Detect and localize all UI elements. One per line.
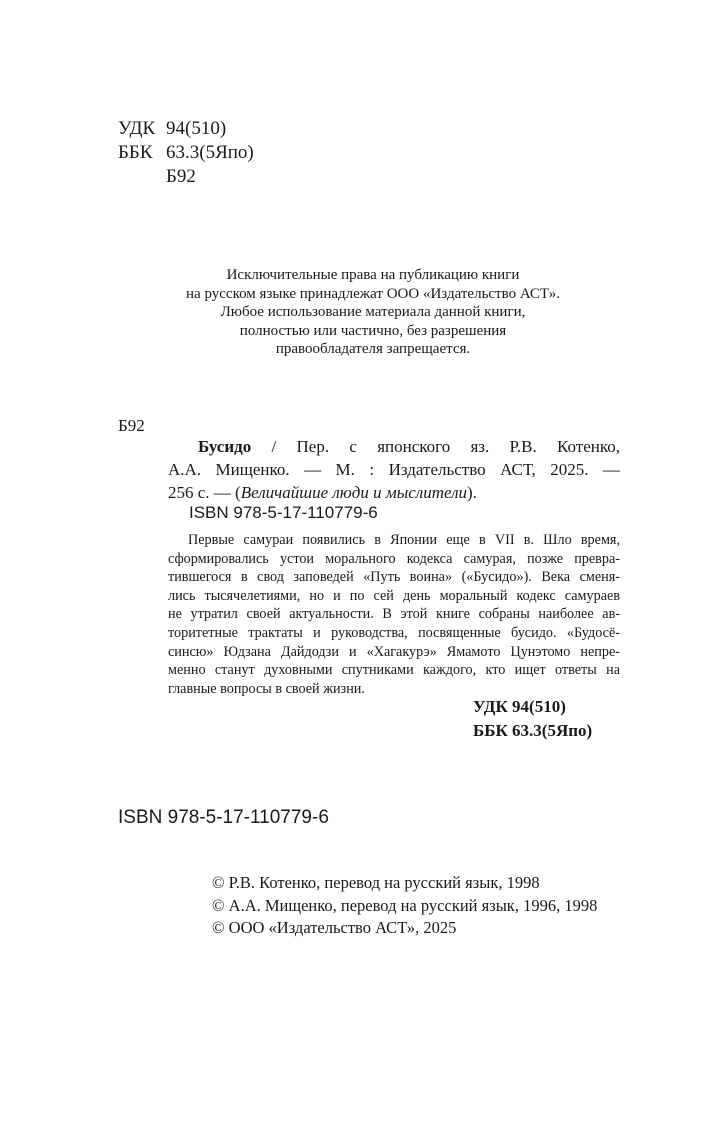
annotation-line: не утратил своей актуальности. В этой книге собраны наиболее ав- bbox=[168, 606, 620, 623]
rights-line: на русском языке принадлежат ООО «Издательство АСТ». bbox=[186, 285, 560, 302]
annotation bbox=[168, 531, 620, 698]
copyright-line: © ООО «Издательство АСТ», 2025 bbox=[212, 918, 457, 937]
copyright-line: © А.А. Мищенко, перевод на русский язык, 1996, 1998 bbox=[212, 895, 598, 915]
rights-line: правообладателя запрещается. bbox=[275, 341, 471, 358]
book-series: Величайшие люди и мыслители bbox=[240, 483, 468, 502]
bib-line-1 bbox=[168, 435, 620, 458]
rights-notice bbox=[118, 266, 628, 359]
card-isbn: ISBN 978-5-17-110779-6 bbox=[189, 503, 378, 522]
card-classification bbox=[473, 695, 592, 743]
isbn-main: ISBN 978-5-17-110779-6 bbox=[118, 807, 329, 828]
annotation-line: синсю» Юдзана Дайдодзи и «Хагакурэ» Ямамото Цунэтомо непре- bbox=[168, 643, 620, 660]
bib-pages: 256 с. — ( bbox=[168, 483, 241, 502]
udk-value: 94(510) bbox=[166, 118, 227, 139]
rights-line: Любое использование материала данной книги, bbox=[220, 304, 526, 321]
card-author-sign: Б92 bbox=[118, 416, 145, 435]
bibliographic-description bbox=[168, 435, 620, 504]
bbk-value: 63.3(5Япо) bbox=[166, 142, 254, 163]
author-sign: Б92 bbox=[166, 166, 196, 187]
bib-translators: / Пер. с японского яз. Р.В. Котенко, bbox=[251, 437, 620, 456]
bib-close: ). bbox=[467, 483, 477, 502]
annotation-line: главные вопросы в своей жизни. bbox=[168, 680, 365, 697]
classification-block bbox=[118, 117, 254, 189]
bib-line-2: А.А. Мищенко. — М. : Издательство АСТ, 2025. — bbox=[168, 460, 620, 479]
annotation-line: сформировались устои морального кодекса самурая, позже превра- bbox=[168, 550, 620, 567]
card-bbk: ББК 63.3(5Япо) bbox=[473, 721, 593, 740]
bib-line-3 bbox=[168, 481, 620, 504]
annotation-line: торитетные трактаты и руководства, посвященные бусидо. «Будосё- bbox=[168, 624, 620, 641]
annotation-line: тившегося в свод заповедей «Путь воина» («Бусидо»). Века сменя- bbox=[168, 569, 620, 586]
copyright-line: © Р.В. Котенко, перевод на русский язык, 1998 bbox=[212, 873, 540, 892]
annotation-line: лись тысячелетиями, но и по сей день моральный кодекс самураев bbox=[168, 587, 620, 604]
annotation-line: менно станут духовными спутниками каждого, кто ищет ответы на bbox=[168, 662, 620, 679]
bbk-label: ББК bbox=[118, 142, 153, 163]
rights-line: полностью или частично, без разрешения bbox=[239, 322, 507, 339]
annotation-line: Первые самураи появились в Японии еще в VII в. Шло время, bbox=[188, 532, 620, 548]
book-title: Бусидо bbox=[198, 437, 252, 456]
card-udk: УДК 94(510) bbox=[473, 697, 566, 716]
rights-line: Исключительные права на публикацию книги bbox=[226, 267, 520, 283]
udk-line bbox=[118, 117, 254, 141]
udk-label: УДК bbox=[118, 118, 156, 139]
bbk-line bbox=[118, 141, 254, 165]
copyright-block bbox=[212, 872, 597, 940]
author-sign-line bbox=[118, 165, 254, 189]
